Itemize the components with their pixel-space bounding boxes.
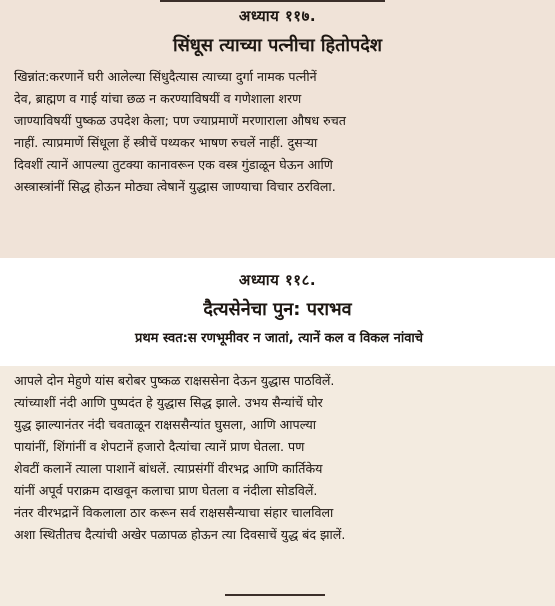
text-line: अस्त्रास्त्रांनीं सिद्ध होऊन मोठ्या त्वेषानें युद्धास जाण्याचा विचार ठरविला. — [14, 179, 336, 194]
text-line: पायांनीं, शिंगांनीं व शेपटानें हजारो दैत्यांचा त्यानें प्राण घेतला. पण — [14, 439, 305, 454]
text-line: दिवशीं त्यानें आपल्या तुटक्या कानावरून एक वस्त्र गुंडाळून घेऊन आणि — [14, 157, 333, 172]
chapter-118-number: अध्याय ११८. — [238, 271, 317, 289]
top-rule — [160, 0, 385, 2]
text-line: जाण्याविषयीं पुष्कळ उपदेश केला; पण ज्याप्रमाणें मरणाराला औषध रुचत — [14, 113, 346, 128]
text-line: प्रथम स्वत:स रणभूमीवर न जातां, त्यानें कल व विकल नांवाचे — [134, 331, 424, 346]
chapter-118-paragraph — [14, 370, 544, 546]
bottom-rule — [225, 594, 325, 596]
text-line: खिन्नांत:करणानें घरी आलेल्या सिंधुदैत्यास त्याच्या दुर्गा नामक पत्नीनें — [14, 69, 317, 84]
text-line: नाहीं. त्याप्रमाणें सिंधूला हें स्त्रीचें पथ्यकर भाषण रुचलें नाहीं. दुसऱ्या — [14, 135, 318, 150]
chapter-118-title: दैत्यसेनेचा पुन: पराभव — [203, 299, 352, 320]
text-line: अशा स्थितीतच दैत्यांची अखेर पळापळ होऊन त्या दिवसाचें युद्ध बंद झालें. — [14, 527, 346, 542]
chapter-117-number: अध्याय ११७. — [238, 7, 317, 25]
text-line: देव, ब्राह्मण व गाई यांचा छळ न करण्याविषयीं व गणेशाला शरण — [14, 91, 302, 106]
text-line: त्यांच्याशीं नंदी आणि पुष्पदंत हे युद्धास सिद्ध झाले. उभय सैन्यांचें घोर — [14, 395, 323, 410]
text-line: शेवटीं कलानें त्याला पाशानें बांधलें. त्याप्रसंगीं वीरभद्र आणि कार्तिकेय — [14, 461, 323, 476]
text-line: नंतर वीरभद्रानें विकलाला ठार करून सर्व राक्षससैन्याचा संहार चालविला — [14, 505, 334, 520]
chapter-117-title: सिंधूस त्याच्या पत्नीचा हितोपदेश — [172, 35, 383, 56]
text-line: युद्ध झाल्यानंतर नंदी चवताळून राक्षससैन्यांत घुसला, आणि आपल्या — [14, 417, 317, 432]
text-line: आपले दोन मेहुणे यांस बरोबर पुष्कळ राक्षससेना देऊन युद्धास पाठविलें. — [14, 373, 335, 388]
chapter-117-paragraph — [14, 66, 544, 198]
text-line: यांनीं अपूर्व पराक्रम दाखवून कलाचा प्राण घेतला व नंदीला सोडविलें. — [14, 483, 318, 498]
chapter-118-lead-line — [14, 328, 544, 350]
